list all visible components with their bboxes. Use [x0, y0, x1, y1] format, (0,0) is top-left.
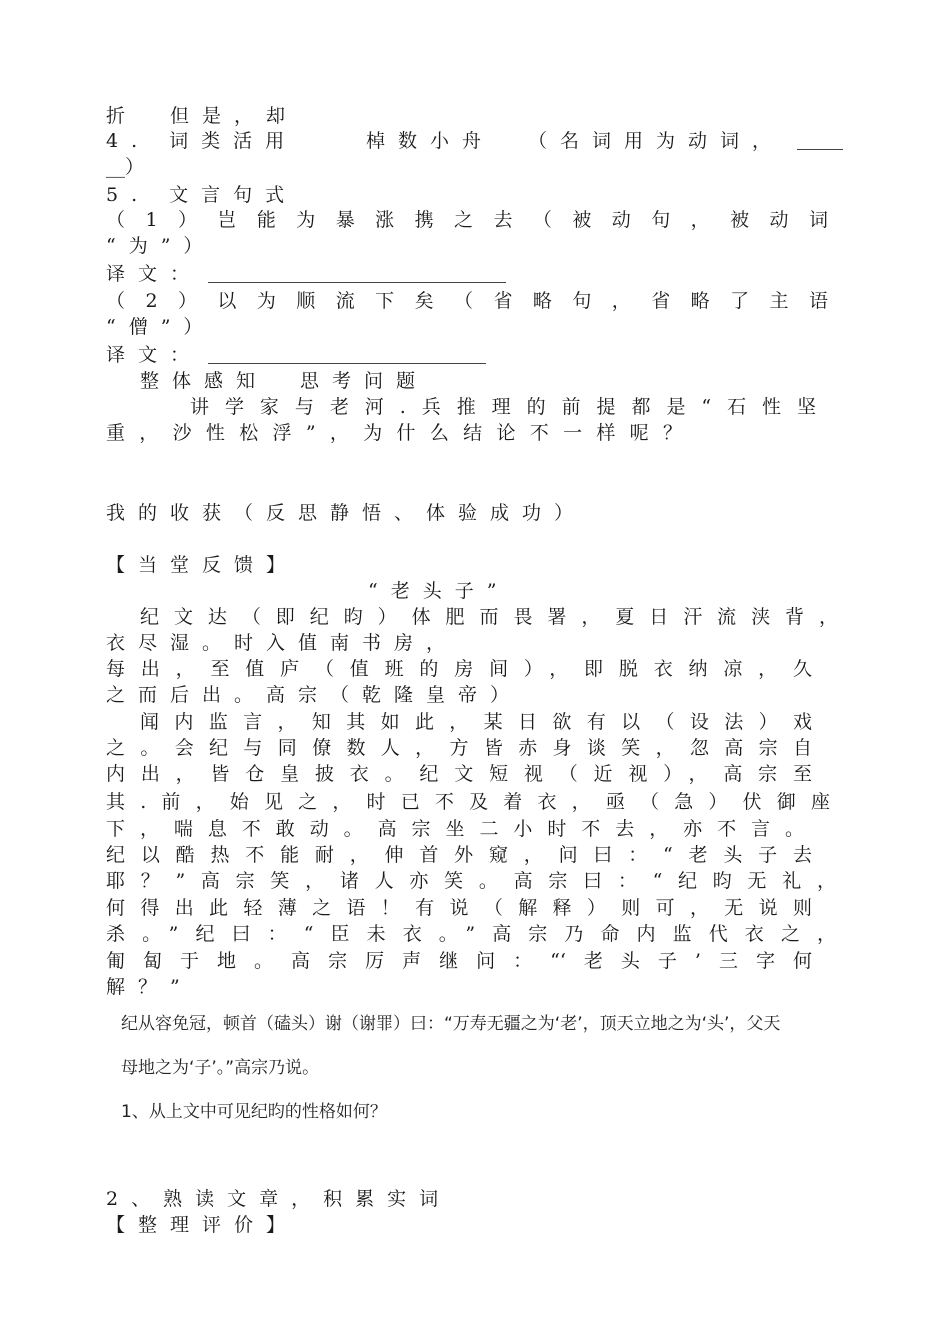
- question-conclusion: 重，沙性松浮”，为什么结论不一样呢？: [106, 422, 682, 444]
- passage-line-10: 纪以酷热不能耐，伸首外窥，问曰：“老头子去: [106, 844, 812, 866]
- question-premise: 讲学家与老河.兵推理的前提都是“石性坚: [190, 396, 816, 418]
- sentence-passive-word: “为”）: [106, 235, 216, 257]
- passage-line-13: 杀。”纪曰：“臣未衣。”高宗乃命内监代衣之，: [106, 923, 836, 945]
- section-class-feedback: 【当堂反馈】: [106, 554, 299, 576]
- question-character: 1、从上文中可见纪昀的性格如何？: [121, 1102, 387, 1122]
- heading-word-class: 4. 词类活用: [106, 130, 298, 152]
- passage-line-6: 之。会纪与同僚数人，方皆赤身谈笑，忽高宗自: [106, 737, 812, 759]
- passage-line-8: 其.前，始见之，时已不及着衣，亟（急）伏御座: [106, 791, 830, 813]
- passage-line-9: 下，喘息不敢动。高宗坐二小时不去，亦不言。: [106, 818, 804, 840]
- note-noun-as-verb: （名词用为动词，: [528, 130, 785, 152]
- passage-line-12: 何得出此轻薄之语！有说（解释）则可，无说则: [106, 897, 812, 919]
- passage-title: “老头子”: [368, 580, 510, 602]
- passage-line-7: 内出，皆仓皇披衣。纪文短视（近视），高宗至: [106, 763, 812, 785]
- question-accumulate-words: 2、熟读文章，积累实词: [106, 1188, 452, 1210]
- passage-line-4: 之而后出。高宗（乾隆皇帝）: [106, 684, 523, 706]
- sentence-omission-subject: “僧”）: [106, 316, 216, 338]
- section-overall-perception: 整体感知 思考问题: [140, 370, 429, 392]
- heading-sentence-patterns: 5. 文言句式: [106, 184, 298, 206]
- passage-line-14: 匍匐于地。高宗厉声继问：“‘老头子’三字何: [106, 950, 812, 972]
- passage-line-3: 每出，至值庐（值班的房间），即脱衣纳凉，久: [106, 658, 812, 680]
- translation-label-2: 译文：: [106, 344, 203, 366]
- sentence-omission: （2）以为顺流下矣（省略句，省略了主语: [106, 290, 828, 312]
- translation-blank-1[interactable]: [208, 268, 506, 283]
- line-note-zhe: 折 但是，却: [106, 105, 299, 127]
- fill-blank[interactable]: [797, 135, 843, 150]
- passage-line-16: 纪从容免冠，顿首（磕头）谢（谢罪）曰：“万寿无疆之为‘老’，顶天立地之为‘头’，父天: [121, 1014, 781, 1034]
- passage-line-1: 纪文达（即纪昀）体肥而畏署，夏日汗流浃背，: [140, 606, 838, 628]
- section-my-gains: 我的收获（反思静悟、体验成功）: [106, 502, 587, 524]
- translation-label-1: 译文：: [106, 263, 203, 285]
- passage-line-17: 母地之为‘子’。”高宗乃说。: [121, 1058, 320, 1078]
- line-continuation: __）: [106, 156, 145, 178]
- section-review: 【整理评价】: [106, 1214, 299, 1236]
- translation-blank-2[interactable]: [208, 349, 486, 364]
- passage-line-5: 闻内监言，知其如此，某日欲有以（设法）戏: [140, 711, 812, 733]
- passage-line-11: 耶？”高宗笑，诸人亦笑。高宗曰：“纪昀无礼，: [106, 870, 836, 892]
- passage-line-2: 衣尽湿。时入值南书房，: [106, 632, 459, 654]
- passage-line-15: 解？”: [106, 976, 193, 998]
- sentence-passive: （1）岂能为暴涨携之去（被动句，被动词: [106, 209, 828, 231]
- example-zhao-shu-xiao-zhou: 棹数小舟: [366, 130, 495, 152]
